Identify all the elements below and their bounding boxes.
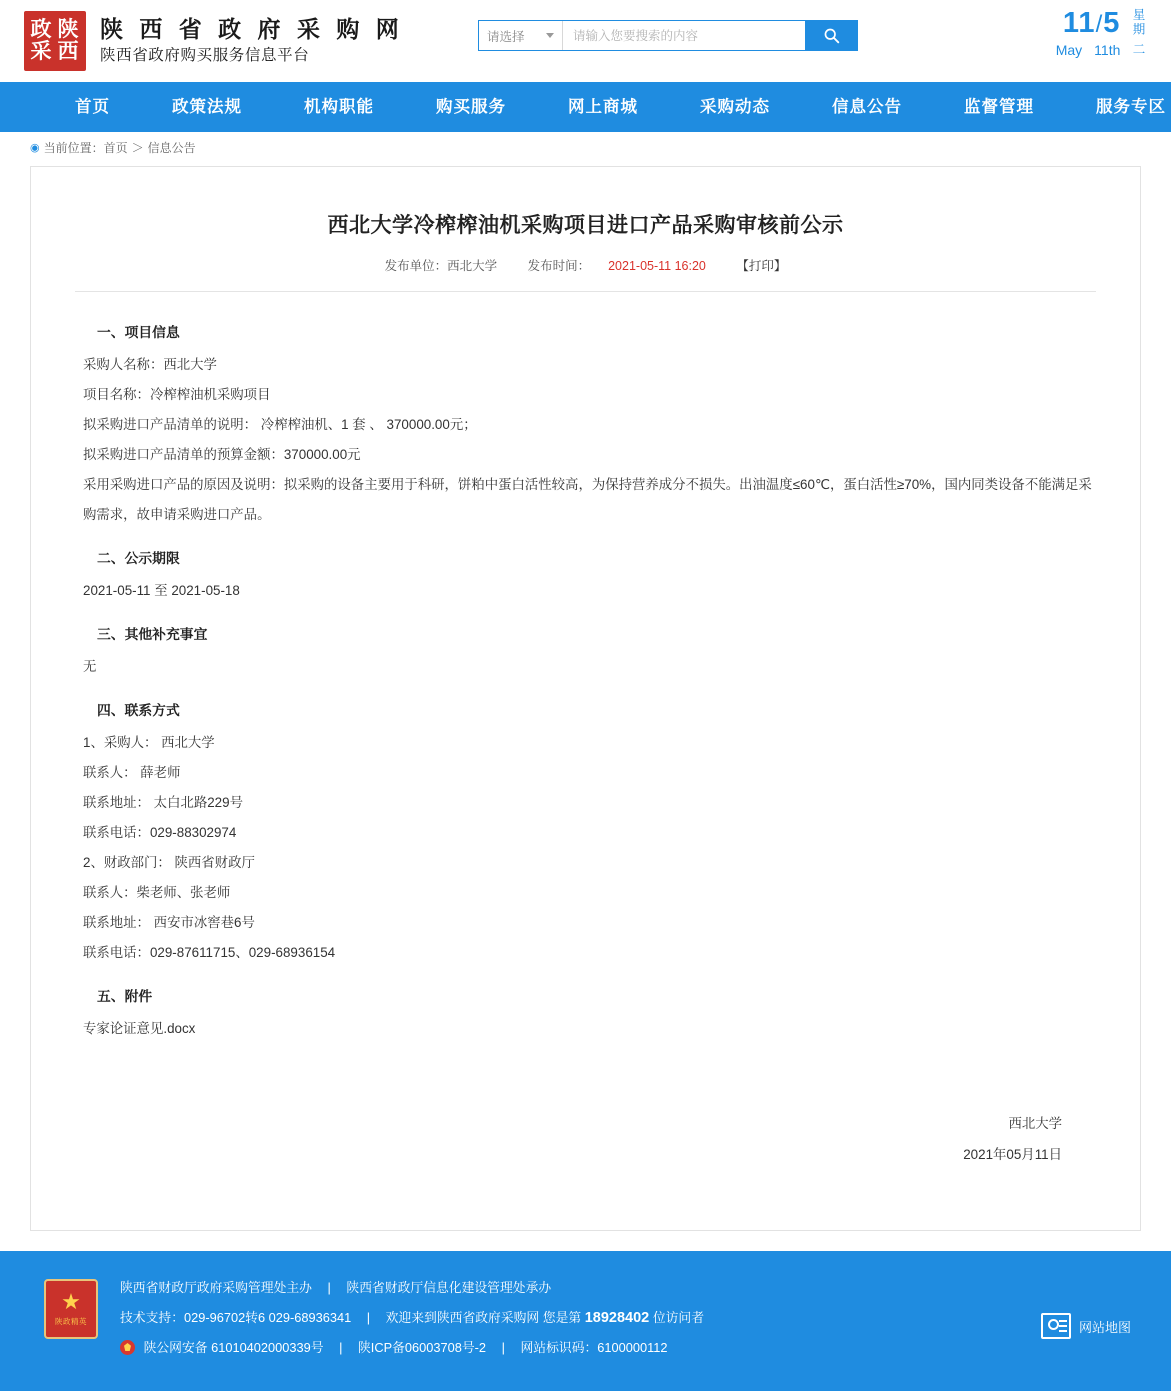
footer-sep-4: | (501, 1340, 505, 1355)
footer-operator: 陕西省财政厅信息化建设管理处承办 (346, 1280, 552, 1295)
footer-line-3 (120, 1333, 704, 1363)
sitemap-label: 网站地图 (1078, 1319, 1131, 1335)
site-title-block (100, 15, 404, 67)
date-weekday-value: 二 (1131, 42, 1145, 57)
visitor-count: 18928402 (584, 1310, 650, 1326)
nav-item-supervision[interactable]: 监督管理 (964, 98, 1034, 116)
site-footer (0, 1251, 1171, 1391)
nav-item-functions[interactable]: 机构职能 (304, 98, 374, 116)
icp-record[interactable]: 陕ICP备06003708号-2 (358, 1340, 487, 1355)
article-meta (75, 256, 1096, 292)
police-emblem-icon (44, 1279, 98, 1339)
breadcrumb-prefix: 当前位置： (43, 140, 104, 155)
section-4-para-7: 联系地址： 西安市冰窖巷6号 (83, 915, 255, 930)
section-heading-3: 三、其他补充事宜 (97, 627, 208, 642)
search-category-label: 请选择 (487, 29, 525, 44)
section-heading-2: 二、公示期限 (97, 551, 180, 566)
logo-char-2: 陕 (57, 17, 80, 41)
footer-welcome: 欢迎来到陕西省政府采购网 您是第 (385, 1310, 582, 1325)
date-slash: / (1095, 11, 1104, 38)
footer-line-1 (120, 1273, 704, 1303)
nav-item-purchase-service[interactable]: 购买服务 (436, 98, 506, 116)
footer-sep-1: | (327, 1280, 331, 1295)
footer-text-block (120, 1273, 704, 1363)
date-weekday (1129, 8, 1145, 70)
section-1-para-5: 采用采购进口产品的原因及说明：拟采购的设备主要用于科研，饼粕中蛋白活性较高，为保持营养成分不损失。出油温度≤60℃，蛋白活性≥70%，国内同类设备不能满足采购需求，故申请采购进口产品。 (83, 477, 1092, 522)
signature-date: 2021年05月11日 (963, 1147, 1062, 1162)
police-badge-icon (120, 1340, 135, 1355)
site-name: 陕 西 省 政 府 采 购 网 (100, 15, 404, 42)
section-heading-5: 五、附件 (97, 989, 153, 1004)
site-header (0, 0, 1171, 82)
section-4-para-4: 联系电话：029-88302974 (83, 825, 237, 840)
emblem-star: ★ (61, 1289, 81, 1314)
logo-char-1: 政 (30, 17, 53, 41)
article-card (30, 166, 1141, 1231)
search-input[interactable] (563, 21, 805, 50)
footer-line-2 (120, 1303, 704, 1333)
site-code: 网站标识码：6100000112 (520, 1340, 668, 1355)
footer-host: 陕西省财政厅政府采购管理处主办 (120, 1280, 312, 1295)
date-numeric (1056, 8, 1121, 38)
map-icon (1041, 1313, 1071, 1339)
footer-sep-3: | (339, 1340, 343, 1355)
logo-char-4: 西 (57, 40, 80, 63)
section-4-para-3: 联系地址： 太白北路229号 (83, 795, 243, 810)
date-widget (1056, 8, 1145, 70)
search-icon (823, 27, 840, 44)
date-weekday-label: 星期 (1131, 8, 1145, 37)
date-month-num: 5 (1103, 7, 1121, 39)
publisher: 发布单位：西北大学 (384, 259, 498, 273)
footer-sep-2: | (366, 1310, 371, 1325)
section-3-para-1: 无 (83, 659, 97, 674)
nav-item-policy[interactable]: 政策法规 (172, 98, 242, 116)
search-bar (478, 20, 858, 51)
nav-item-home[interactable]: 首页 (75, 98, 110, 116)
publish-time-label: 发布时间： (527, 259, 591, 273)
emblem-text: 陕政精英 (55, 1317, 87, 1326)
date-day: 11 (1062, 7, 1096, 39)
search-button[interactable] (805, 21, 857, 50)
logo-mark-icon (24, 11, 86, 71)
main-nav (0, 82, 1171, 132)
breadcrumb-separator: ＞ (131, 140, 144, 155)
breadcrumb-current: 信息公告 (147, 140, 196, 155)
nav-item-news[interactable]: 采购动态 (700, 98, 770, 116)
section-2-para-1: 2021-05-11 至 2021-05-18 (83, 583, 240, 598)
visitor-suffix: 位访问者 (652, 1310, 704, 1325)
site-logo[interactable] (24, 11, 404, 71)
site-subtitle: 陕西省政府购买服务信息平台 (100, 46, 310, 64)
section-heading-1: 一、项目信息 (97, 325, 180, 340)
page-title: 西北大学冷榨榨油机采购项目进口产品采购审核前公示 (327, 214, 844, 237)
police-record[interactable]: 陕公网安备 61010402000339号 (143, 1340, 324, 1355)
section-heading-4: 四、联系方式 (97, 703, 180, 718)
nav-item-announcements[interactable]: 信息公告 (832, 98, 902, 116)
footer-support: 技术支持：029-96702转6 029-68936341 (120, 1310, 352, 1325)
chevron-down-icon (546, 33, 554, 38)
sitemap-link[interactable] (1041, 1313, 1131, 1339)
signature-block (75, 1108, 1096, 1170)
section-4-para-8: 联系电话：029-87611715、029-68936154 (83, 945, 336, 960)
signature-org: 西北大学 (1008, 1116, 1062, 1131)
date-month-en: May (1055, 42, 1083, 59)
date-day-en: 11th (1094, 42, 1121, 59)
section-4-para-6: 联系人：柴老师、张老师 (83, 885, 231, 900)
print-button[interactable]: 【打印】 (736, 259, 787, 273)
section-4-para-2: 联系人： 薛老师 (83, 765, 181, 780)
breadcrumb-home-link[interactable]: 首页 (103, 140, 128, 155)
section-4-para-5: 2、财政部门： 陕西省财政厅 (83, 855, 255, 870)
nav-item-mall[interactable]: 网上商城 (568, 98, 638, 116)
publish-time (519, 259, 715, 273)
location-pin-icon: ◉ (30, 141, 40, 154)
section-1-para-2: 项目名称：冷榨榨油机采购项目 (83, 387, 271, 402)
publish-time-value: 2021-05-11 16:20 (608, 259, 706, 273)
nav-item-service-zone[interactable]: 服务专区 (1096, 98, 1166, 116)
breadcrumb (0, 132, 1171, 162)
section-1-para-3: 拟采购进口产品清单的说明： 冷榨榨油机、1 套 、 370000.00元； (83, 417, 477, 432)
section-1-para-1: 采购人名称：西北大学 (83, 357, 217, 372)
attachment-link[interactable]: 专家论证意见.docx (83, 1021, 196, 1036)
logo-char-3: 采 (30, 40, 53, 63)
search-category-select[interactable] (479, 21, 563, 50)
article-body (75, 318, 1096, 1170)
section-4-para-1: 1、采购人： 西北大学 (83, 735, 215, 750)
section-1-para-4: 拟采购进口产品清单的预算金额：370000.00元 (83, 447, 361, 462)
